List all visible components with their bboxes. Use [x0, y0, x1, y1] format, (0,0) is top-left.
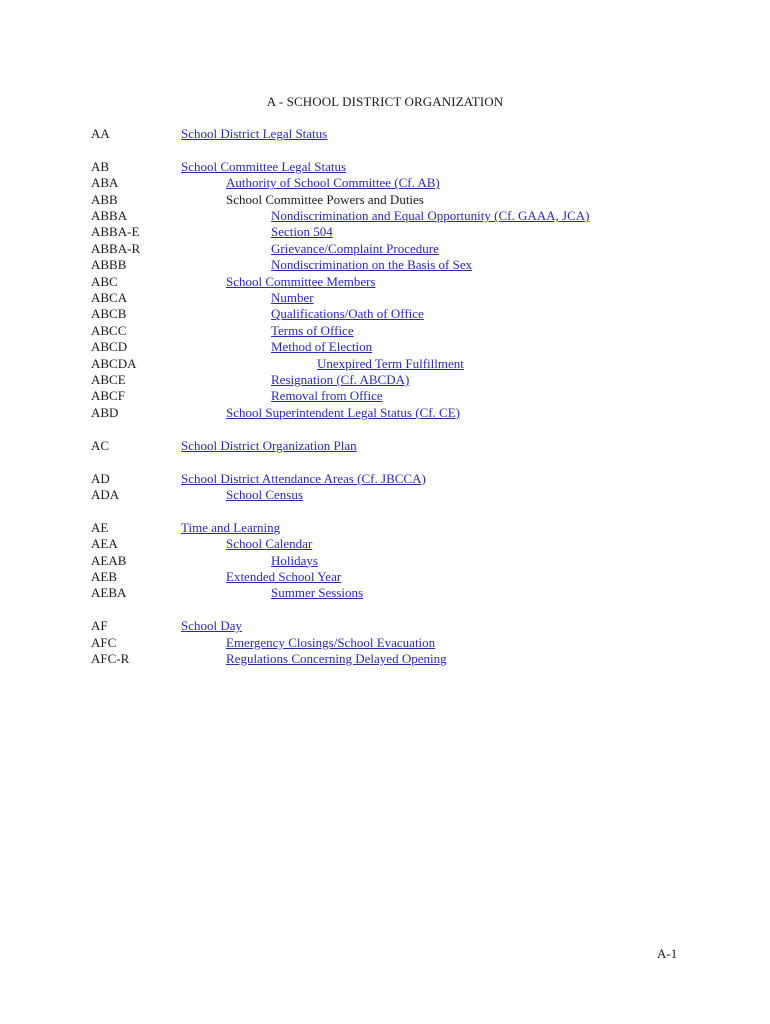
table-of-contents [0, 126, 770, 684]
policy-code: ABA [91, 175, 119, 191]
toc-entry [0, 405, 770, 421]
toc-group [0, 159, 770, 421]
policy-title-link[interactable]: School District Legal Status [181, 126, 328, 141]
policy-code: AEA [91, 536, 118, 552]
policy-code: ABCDA [91, 355, 137, 371]
toc-entry [0, 569, 770, 585]
toc-entry [0, 159, 770, 175]
policy-title-link[interactable]: School Committee Legal Status [181, 158, 347, 174]
toc-entry [0, 651, 770, 667]
policy-code: ABCF [91, 388, 125, 404]
policy-code: ABC [91, 273, 118, 289]
policy-title-link[interactable]: Regulations Concerning Delayed Opening [226, 651, 447, 667]
toc-entry [0, 192, 770, 208]
policy-code: AB [91, 158, 110, 174]
policy-title-link[interactable]: Time and Learning [181, 519, 281, 535]
policy-title-link[interactable]: Summer Sessions [271, 585, 364, 601]
policy-code: ABCE [91, 371, 126, 387]
policy-code: ABCC [91, 322, 127, 338]
policy-title-link[interactable]: School Superintendent Legal Status (Cf. CE) [226, 404, 460, 420]
toc-entry [0, 175, 770, 191]
policy-code: ABB [91, 191, 118, 207]
policy-title-link[interactable]: Qualifications/Oath of Office [271, 306, 424, 322]
policy-code: ABD [91, 404, 119, 420]
policy-title-link[interactable]: Grievance/Complaint Procedure [271, 240, 439, 256]
toc-group [0, 471, 770, 504]
policy-code: ABBA-E [91, 224, 140, 240]
policy-code: ABBA [91, 208, 128, 224]
toc-entry [0, 306, 770, 322]
policy-title-link[interactable]: Extended School Year [226, 568, 342, 584]
policy-code: AFC [91, 634, 117, 650]
toc-entry [0, 339, 770, 355]
toc-entry [0, 257, 770, 273]
toc-entry [0, 224, 770, 240]
page-title: A - SCHOOL DISTRICT ORGANIZATION [266, 94, 504, 109]
policy-title-link[interactable]: Method of Election [271, 339, 373, 355]
policy-title-link[interactable]: Section 504 [271, 224, 333, 240]
toc-group [0, 618, 770, 667]
policy-code: AA [91, 126, 110, 141]
toc-entry [0, 471, 770, 487]
policy-title-link[interactable]: School Day [181, 618, 243, 634]
toc-entry [0, 536, 770, 552]
policy-code: ABCD [91, 339, 128, 355]
toc-group [0, 126, 770, 142]
policy-code: AEB [91, 568, 117, 584]
toc-entry [0, 241, 770, 257]
toc-entry [0, 438, 770, 454]
policy-code: AD [91, 470, 110, 486]
policy-code: AEBA [91, 585, 127, 601]
policy-code: AE [91, 519, 109, 535]
policy-code: ABBB [91, 257, 127, 273]
toc-entry [0, 372, 770, 388]
policy-code: ADA [91, 486, 120, 502]
policy-title-link[interactable]: Removal from Office [271, 388, 383, 404]
policy-title-link[interactable]: School District Organization Plan [181, 437, 357, 453]
policy-title-link[interactable]: Unexpired Term Fulfillment [317, 355, 464, 371]
toc-entry [0, 274, 770, 290]
policy-title-link[interactable]: Terms of Office [271, 322, 354, 338]
toc-group [0, 438, 770, 454]
toc-entry [0, 388, 770, 404]
policy-title-link[interactable]: Holidays [271, 552, 318, 568]
policy-title-link[interactable]: School Calendar [226, 536, 313, 552]
toc-entry [0, 356, 770, 372]
toc-entry [0, 618, 770, 634]
toc-entry [0, 520, 770, 536]
policy-title-link[interactable]: School Census [226, 486, 303, 502]
toc-entry [0, 323, 770, 339]
policy-title-link[interactable]: Nondiscrimination on the Basis of Sex [271, 257, 473, 273]
toc-entry [0, 208, 770, 224]
policy-title-link[interactable]: School District Attendance Areas (Cf. JBCCA) [181, 470, 426, 486]
policy-code: ABCB [91, 306, 127, 322]
policy-code: ABCA [91, 290, 128, 306]
policy-title: School Committee Powers and Duties [226, 191, 424, 207]
policy-title-link[interactable]: School Committee Members [226, 273, 376, 289]
toc-entry [0, 487, 770, 503]
toc-group [0, 520, 770, 602]
toc-entry [0, 126, 770, 142]
policy-title-link[interactable]: Nondiscrimination and Equal Opportunity (Cf. GAAA, JCA) [271, 208, 590, 224]
policy-code: AFC-R [91, 651, 130, 667]
page-number: A-1 [657, 946, 678, 961]
toc-entry [0, 290, 770, 306]
toc-entry [0, 585, 770, 601]
policy-code: ABBA-R [91, 240, 141, 256]
toc-entry [0, 553, 770, 569]
policy-code: AF [91, 618, 108, 634]
toc-entry [0, 635, 770, 651]
policy-title-link[interactable]: Resignation (Cf. ABCDA) [271, 371, 410, 387]
policy-code: AC [91, 437, 110, 453]
policy-code: AEAB [91, 552, 127, 568]
policy-title-link[interactable]: Number [271, 290, 314, 306]
policy-title-link[interactable]: Authority of School Committee (Cf. AB) [226, 175, 440, 191]
policy-title-link[interactable]: Emergency Closings/School Evacuation [226, 634, 436, 650]
